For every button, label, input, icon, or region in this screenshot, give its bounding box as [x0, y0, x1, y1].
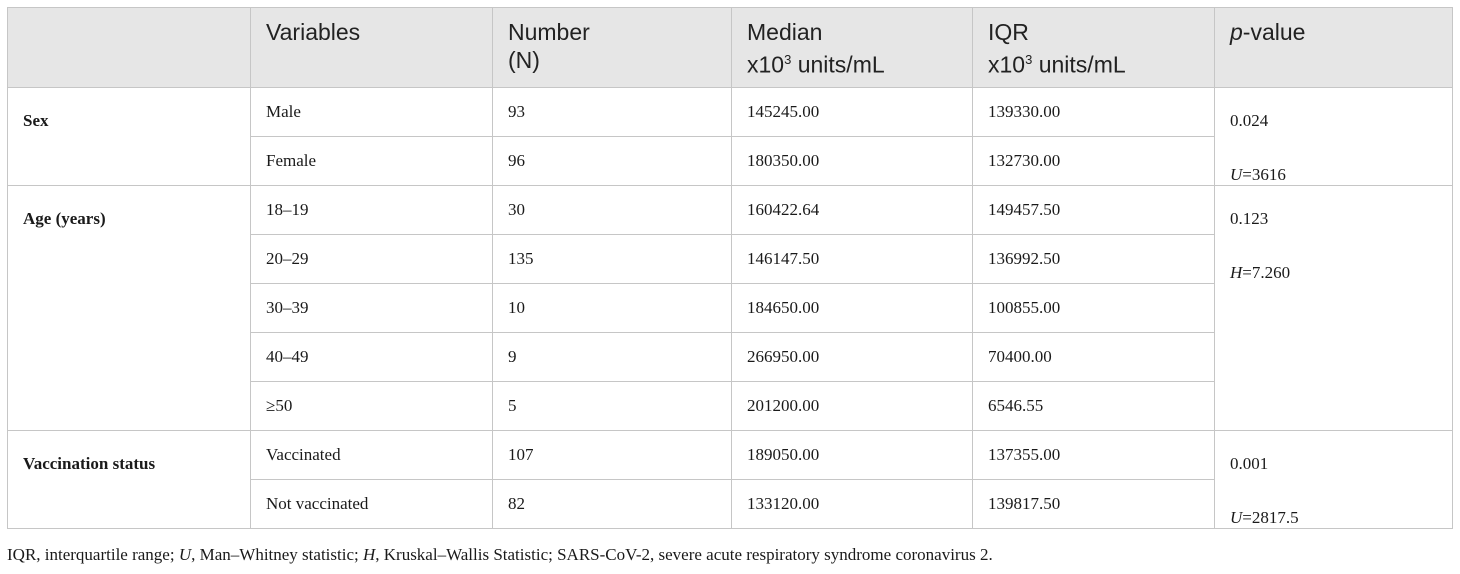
cell-median: 145245.00: [732, 88, 973, 137]
table-header: [8, 8, 1453, 88]
header-pvalue: p-value: [1215, 8, 1453, 88]
table-row: [8, 431, 1453, 480]
cell-iqr: 100855.00: [973, 284, 1215, 333]
cell-variable: Male: [251, 88, 493, 137]
cell-pvalue-age: [1215, 186, 1453, 431]
cell-pvalue-sex: [1215, 88, 1453, 186]
cell-number: 9: [493, 333, 732, 382]
p-value: 0.001: [1230, 454, 1269, 473]
cell-iqr: 132730.00: [973, 137, 1215, 186]
cell-number: 135: [493, 235, 732, 284]
cell-number: 96: [493, 137, 732, 186]
p-value: 0.123: [1230, 209, 1269, 228]
cell-median: 146147.50: [732, 235, 973, 284]
cell-iqr: 70400.00: [973, 333, 1215, 382]
table-row: [8, 186, 1453, 235]
cell-median: 180350.00: [732, 137, 973, 186]
cell-iqr: 6546.55: [973, 382, 1215, 431]
results-table: [7, 7, 1453, 529]
cell-median: 189050.00: [732, 431, 973, 480]
cell-variable: 20–29: [251, 235, 493, 284]
cell-number: 30: [493, 186, 732, 235]
test-statistic: H=7.260: [1230, 263, 1291, 282]
header-number: Number (N): [493, 8, 732, 88]
cell-number: 10: [493, 284, 732, 333]
cell-variable: 40–49: [251, 333, 493, 382]
cell-number: 82: [493, 480, 732, 529]
header-empty: [8, 8, 251, 88]
table-footnote: IQR, interquartile range; U, Man–Whitney statistic; H, Kruskal–Wallis Statistic; SARS-CoV-2, severe acute respiratory syndrome coronavirus 2.: [7, 545, 993, 564]
group-label-age: Age (years): [8, 186, 251, 431]
cell-median: 266950.00: [732, 333, 973, 382]
table-row: [8, 88, 1453, 137]
group-label-sex: Sex: [8, 88, 251, 186]
cell-iqr: 139817.50: [973, 480, 1215, 529]
cell-number: 107: [493, 431, 732, 480]
cell-variable: Female: [251, 137, 493, 186]
test-statistic: U=3616: [1230, 165, 1286, 184]
cell-variable: ≥50: [251, 382, 493, 431]
cell-iqr: 137355.00: [973, 431, 1215, 480]
cell-variable: 30–39: [251, 284, 493, 333]
cell-variable: Vaccinated: [251, 431, 493, 480]
cell-median: 184650.00: [732, 284, 973, 333]
cell-iqr: 149457.50: [973, 186, 1215, 235]
group-label-vaccination: Vaccination status: [8, 431, 251, 529]
header-median: Median $x10^3$ units/mL: [732, 8, 973, 88]
table-body: [8, 88, 1453, 529]
cell-number: 5: [493, 382, 732, 431]
cell-iqr: 139330.00: [973, 88, 1215, 137]
cell-median: 160422.64: [732, 186, 973, 235]
test-statistic: U=2817.5: [1230, 508, 1299, 527]
cell-pvalue-vaccination: [1215, 431, 1453, 529]
header-variables: Variables: [251, 8, 493, 88]
cell-variable: Not vaccinated: [251, 480, 493, 529]
p-value: 0.024: [1230, 111, 1269, 130]
header-iqr: IQR $x10^3$ units/mL: [973, 8, 1215, 88]
cell-variable: 18–19: [251, 186, 493, 235]
cell-iqr: 136992.50: [973, 235, 1215, 284]
cell-median: 133120.00: [732, 480, 973, 529]
cell-number: 93: [493, 88, 732, 137]
cell-median: 201200.00: [732, 382, 973, 431]
